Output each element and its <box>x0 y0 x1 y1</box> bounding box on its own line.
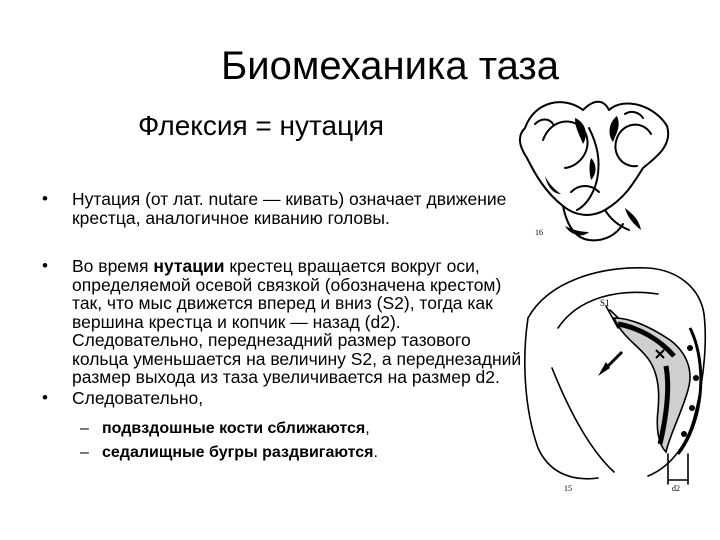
sub-item-ischial <box>80 441 522 465</box>
sub-item-bold: подвздошные кости сближаются <box>102 420 366 437</box>
sub-list <box>80 417 522 465</box>
sub-item-bold: седалищные бугры раздвигаются <box>102 444 374 461</box>
bullet-item-conclusion <box>42 389 522 408</box>
bullet-item-nutation-mechanics <box>42 257 522 387</box>
dash-icon: – <box>80 444 89 461</box>
slide-subtitle: Флексия = нутация <box>138 110 384 141</box>
figure-number-top: 16 <box>535 228 543 237</box>
sacrum-nutation-diagram <box>518 258 712 498</box>
bullet-list <box>42 190 522 465</box>
bullet-icon: • <box>42 387 48 407</box>
bullet-text: Следовательно, <box>72 387 204 408</box>
bullet-text-bold: нутации <box>153 256 225 276</box>
bullet-text: Нутация (от лат. nutare — кивать) означает движение крестца, аналогичное киванию головы. <box>72 189 507 228</box>
pelvis-illustration <box>505 88 677 248</box>
bullet-icon: • <box>42 256 48 275</box>
sub-item-tail: . <box>373 444 378 461</box>
slide-title: Биомеханика таза <box>221 44 559 88</box>
bullet-icon: • <box>42 189 48 208</box>
sub-item-tail: , <box>365 420 370 437</box>
label-d2: d2 <box>672 484 680 493</box>
figure-number-bottom: 15 <box>564 484 572 493</box>
bullet-item-nutation-definition <box>42 190 522 227</box>
bullet-text-pre: Во время <box>72 256 154 276</box>
sub-item-iliac <box>80 417 522 441</box>
sacrum-drawing <box>518 258 712 498</box>
dash-icon: – <box>80 420 89 437</box>
pelvis-drawing <box>505 88 677 248</box>
bullet-text-post: крестец вращается вокруг оси, определяемой осевой связкой (обозначена крестом) так, что мыс движется вперед и вниз (S2), тогда как вершина крестца и копчик — назад (d2). Следовательно, переднезадний размер тазового кольца уменьшается на величину S2, а переднезадний размер выхода из таза увеличивается на размер d2. <box>72 256 522 387</box>
label-s1: S1 <box>600 298 610 308</box>
